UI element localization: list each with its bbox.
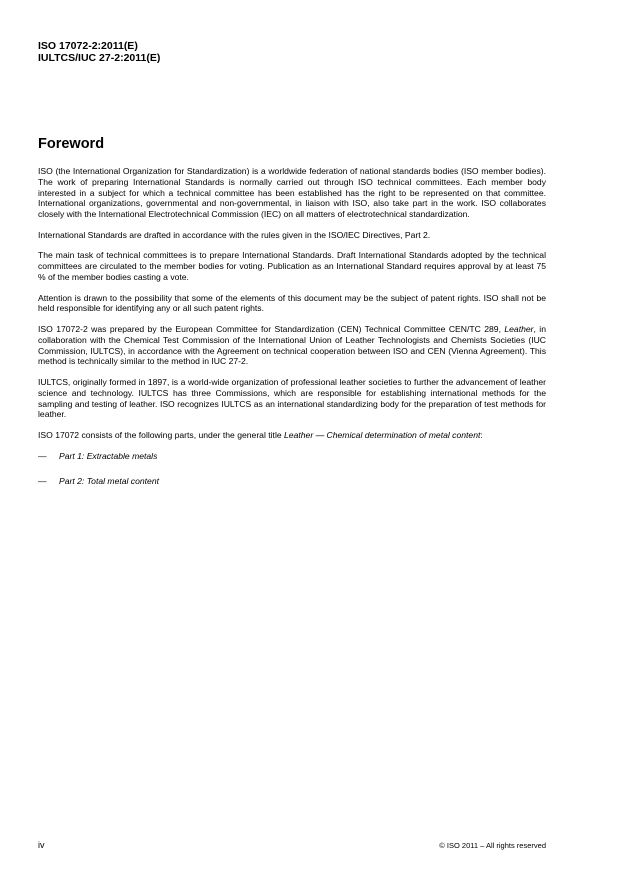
list-item-text: Part 1: Extractable metals bbox=[59, 450, 158, 461]
paragraph-drafting-rules: International Standards are drafted in accordance with the rules given in the ISO/IEC Directives, Part 2. bbox=[38, 229, 431, 240]
list-item bbox=[38, 476, 546, 487]
paragraph-patent-rights: Attention is drawn to the possibility that some of the elements of this document may be the subject of patent rights. ISO shall not be held responsible for identifying any or all such patent rights. bbox=[38, 292, 546, 314]
iultcs-number: IULTCS/IUC 27-2:2011(E) bbox=[38, 52, 161, 64]
copyright-notice: © ISO 2011 – All rights reserved bbox=[439, 841, 546, 850]
dash-bullet: — bbox=[38, 450, 47, 461]
preparation-text-end: , in collaboration with the Chemical Test Commission of the International Union of Leather Technologists and Chemists Societies (IUC Commission, IULTCS), in accordance with the Agreement on technical cooperation between ISO and CEN (Vienna Agreement). This method is technically similar to the method in IUC 27-2. bbox=[38, 323, 546, 367]
list-item-text: Part 2: Total metal content bbox=[59, 476, 159, 487]
paragraph-preparation bbox=[38, 324, 546, 367]
parts-intro-text: ISO 17072 consists of the following parts, under the general title bbox=[38, 429, 285, 440]
page-number: iv bbox=[38, 840, 45, 850]
preparation-italic-term: Leather bbox=[504, 323, 534, 334]
paragraph-committee-task: The main task of technical committees is to prepare International Standards. Draft International Standards adopted by the technical committees are circulated to the member bodies for voting. Publication as an International Standard requires approval by at least 75 % of the member bodies casting a vote. bbox=[38, 250, 546, 282]
preparation-text-start: ISO 17072-2 was prepared by the European Committee for Standardization (CEN) Technical Committee CEN/TC 289, bbox=[38, 323, 505, 334]
page-title: Foreword bbox=[38, 136, 105, 152]
paragraph-iultcs: IULTCS, originally formed in 1897, is a world-wide organization of professional leather societies to further the advancement of leather science and technology. IULTCS has three Commissions, which are responsible for establishing international methods for the sampling and testing of leather. ISO recognizes IULTCS as an international standardizing body for the preparation of test methods for leather. bbox=[38, 376, 546, 420]
list-item bbox=[38, 451, 546, 462]
paragraph-parts-intro bbox=[38, 430, 546, 441]
foreword-body bbox=[38, 166, 546, 502]
parts-general-title: Leather — Chemical determination of metal content bbox=[284, 429, 481, 440]
parts-intro-colon: : bbox=[480, 429, 483, 440]
dash-bullet: — bbox=[38, 476, 47, 487]
paragraph-iso-description: ISO (the International Organization for Standardization) is a worldwide federation of national standards bodies (ISO member bodies). The work of preparing International Standards is normally carried out through ISO technical committees. Each member body interested in a subject for which a technical committee has been established has the right to be represented on that committee. International organizations, governmental and non-governmental, in liaison with ISO, also take part in the work. ISO collaborates closely with the International Electrotechnical Commission (IEC) on all matters of electrotechnical standardization. bbox=[38, 166, 546, 220]
standard-number: ISO 17072-2:2011(E) bbox=[38, 40, 138, 52]
document-header bbox=[38, 40, 160, 64]
